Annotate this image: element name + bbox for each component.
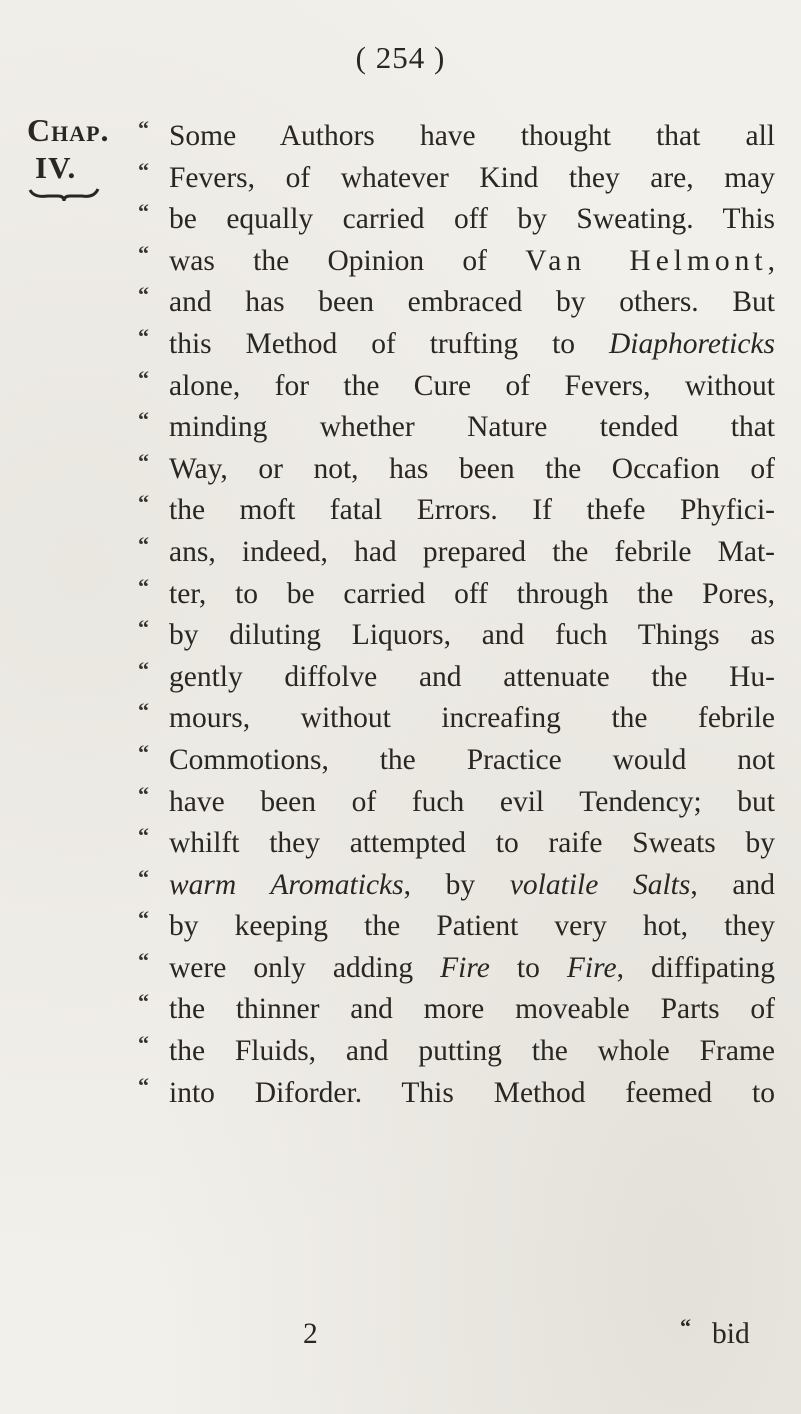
line-text	[169, 324, 775, 366]
text-run: whilft they attempted to raife Sweats by	[169, 827, 775, 860]
quote-mark: “	[138, 1031, 149, 1057]
text-line	[139, 740, 775, 782]
quote-mark: “	[138, 1072, 149, 1098]
line-text	[169, 989, 775, 1031]
margin-chapter-number: IV.	[35, 150, 77, 185]
italic-text: volatile Salts	[509, 868, 691, 901]
quote-mark: “	[138, 407, 149, 433]
text-line	[139, 116, 775, 158]
text-run: the thinner and more moveable Parts of	[169, 993, 775, 1026]
text-line	[139, 241, 775, 283]
quote-mark: “	[138, 199, 149, 225]
text-run: , by	[403, 868, 510, 901]
text-run: have been of fuch evil Tendency; but	[169, 785, 775, 818]
text-run: ter, to be carried off through the Pores,	[169, 577, 775, 610]
line-text	[169, 158, 775, 200]
signature-mark: 2	[303, 1318, 318, 1350]
line-text	[169, 199, 775, 241]
italic-text: Diaphoreticks	[608, 327, 775, 360]
text-run: Fevers, of whatever Kind they are, may	[169, 161, 775, 194]
text-line	[139, 823, 775, 865]
quote-mark: “	[138, 365, 149, 391]
line-text	[169, 865, 775, 907]
text-line	[139, 532, 775, 574]
text-run: ans, indeed, had prepared the febrile Mat-	[169, 535, 775, 568]
text-run: by keeping the Patient very hot, they	[169, 910, 775, 943]
line-text	[169, 948, 775, 990]
line-text	[169, 782, 775, 824]
line-text	[169, 1073, 775, 1115]
text-run: mours, without increafing the febrile	[169, 702, 775, 735]
text-run: ,	[767, 244, 776, 277]
text-run: the moft fatal Errors. If thefe Phyfici-	[169, 494, 775, 527]
text-run: this Method of trufting to	[169, 327, 609, 360]
italic-text: warm Aromaticks	[169, 868, 404, 901]
italic-text: Fire	[440, 951, 490, 984]
text-line	[139, 490, 775, 532]
line-text	[169, 366, 775, 408]
text-line	[139, 615, 775, 657]
quote-mark: “	[138, 781, 149, 807]
body-text-block	[139, 116, 775, 1114]
quote-mark: “	[138, 739, 149, 765]
line-text	[169, 116, 775, 158]
quote-mark: “	[138, 116, 149, 141]
quote-mark: “	[138, 864, 149, 890]
text-run: , diffipating	[616, 951, 775, 984]
text-line	[139, 865, 775, 907]
quote-mark: “	[138, 323, 149, 349]
margin-chapter-label: Chap.	[27, 112, 110, 148]
quote-mark: “	[138, 240, 149, 266]
quote-mark: “	[138, 698, 149, 724]
text-line	[139, 199, 775, 241]
line-text	[169, 1031, 775, 1073]
quote-mark: “	[138, 448, 149, 474]
text-line	[139, 657, 775, 699]
text-run: gently diffolve and attenuate the Hu-	[169, 660, 775, 693]
text-line	[139, 324, 775, 366]
text-run: into Diforder. This Method feemed to	[169, 1076, 775, 1109]
text-run: , and	[690, 868, 775, 901]
quote-mark: “	[138, 490, 149, 516]
quote-mark: “	[138, 573, 149, 599]
quote-mark: “	[138, 906, 149, 932]
text-line	[139, 282, 775, 324]
line-text	[169, 823, 775, 865]
line-text	[169, 906, 775, 948]
quote-mark: “	[138, 157, 149, 183]
quote-mark: “	[138, 282, 149, 308]
catchword-quote-mark: “	[680, 1314, 691, 1339]
text-run: and has been embraced by others. But	[169, 286, 775, 319]
text-run: by diluting Liquors, and fuch Things as	[169, 619, 775, 652]
line-text	[169, 574, 775, 616]
line-text	[169, 698, 775, 740]
line-text	[169, 282, 775, 324]
text-run: alone, for the Cure of Fevers, without	[169, 369, 775, 402]
quote-mark: “	[138, 531, 149, 557]
text-run: minding whether Nature tended that	[169, 411, 775, 444]
text-line	[139, 1031, 775, 1073]
text-run: be equally carried off by Sweating. This	[169, 203, 775, 236]
text-line	[139, 782, 775, 824]
page-footer	[0, 1314, 801, 1358]
text-run: were only adding	[169, 951, 441, 984]
line-text	[169, 532, 775, 574]
text-run: Some Authors have thought that all	[169, 120, 775, 152]
line-text	[169, 490, 775, 532]
margin-brace-ornament	[28, 186, 100, 202]
catchword: bid	[712, 1318, 750, 1350]
quote-mark: “	[138, 656, 149, 682]
text-line	[139, 407, 775, 449]
line-text	[169, 407, 775, 449]
italic-text: Fire	[566, 951, 617, 984]
text-line	[139, 948, 775, 990]
text-line	[139, 449, 775, 491]
spaced-name-text: Van Helmont	[525, 244, 768, 277]
quote-mark: “	[138, 823, 149, 849]
text-run: Commotions, the Practice would not	[169, 743, 775, 776]
line-text	[169, 615, 775, 657]
quote-mark: “	[138, 615, 149, 641]
quote-mark: “	[138, 947, 149, 973]
quote-mark: “	[138, 989, 149, 1015]
page-number: ( 254 )	[355, 40, 446, 75]
text-line	[139, 574, 775, 616]
text-line	[139, 698, 775, 740]
text-line	[139, 989, 775, 1031]
text-line	[139, 366, 775, 408]
text-run: the Fluids, and putting the whole Frame	[169, 1035, 775, 1068]
line-text	[169, 241, 775, 283]
text-run: was the Opinion of	[169, 244, 526, 277]
text-run: Way, or not, has been the Occafion of	[169, 452, 775, 485]
text-line	[139, 1073, 775, 1115]
line-text	[169, 657, 775, 699]
line-text	[169, 740, 775, 782]
text-line	[139, 906, 775, 948]
text-line	[139, 158, 775, 200]
text-run: to	[489, 951, 567, 984]
line-text	[169, 449, 775, 491]
